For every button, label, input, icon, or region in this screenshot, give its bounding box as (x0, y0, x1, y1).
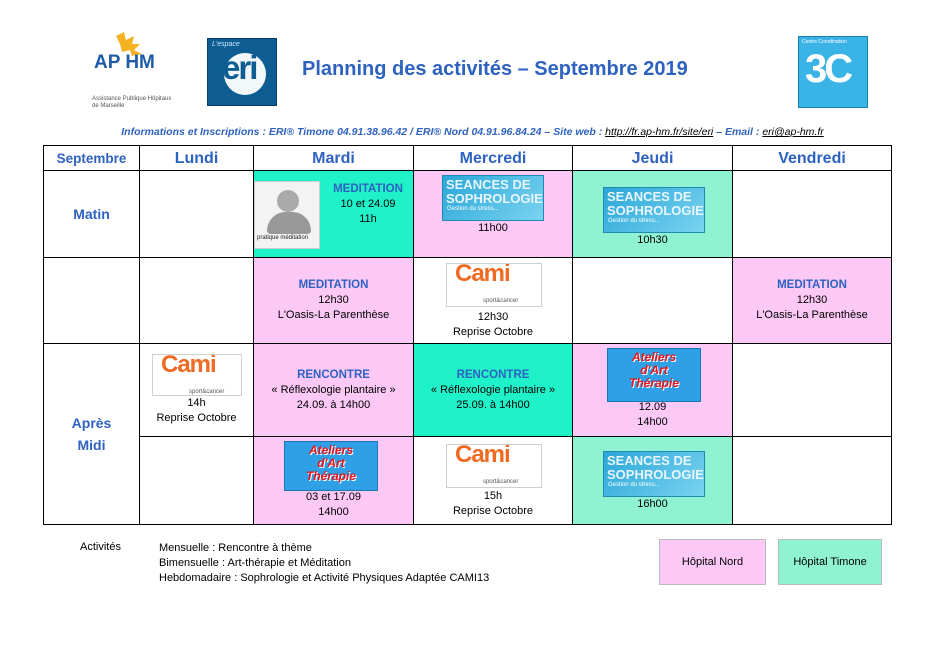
3c-logo-text: 3C (805, 47, 851, 91)
cell-mardi-am (253, 343, 414, 437)
sophrologie-sub: Gestion du stress... (608, 218, 660, 224)
aphm-logo-text: AP HM (94, 52, 155, 73)
activity-date: 10 et 24.09 (340, 198, 396, 210)
sophrologie-sub: Gestion du stress... (608, 482, 660, 488)
cami-logo-sub: sport&cancer (483, 479, 519, 485)
cell-mardi-am2 (253, 436, 414, 525)
page-title: Planning des activités – Septembre 2019 (302, 58, 688, 80)
row-label-apres-midi (43, 343, 140, 525)
row-label-midi (43, 257, 140, 344)
aphm-logo (88, 30, 172, 110)
sophrologie-title-2: SOPHROLOGIE (446, 191, 543, 206)
cell-vendredi-am (732, 343, 892, 437)
activity-title: MEDITATION (333, 183, 403, 195)
activity-place: L'Oasis-La Parenthèse (277, 309, 390, 321)
cami-logo-text: Cami (455, 263, 510, 287)
cell-vendredi-matin (732, 170, 892, 258)
activity-time: 14h (187, 397, 206, 409)
row-label-matin: Matin (43, 170, 140, 258)
sophrologie-title-2: SOPHROLOGIE (607, 203, 704, 218)
cell-mardi-matin (253, 170, 414, 258)
legend-label: Activités (80, 541, 121, 553)
ateliers-image (284, 441, 378, 491)
activity-subject: « Réflexologie plantaire » (430, 384, 556, 396)
sophrologie-title-2: SOPHROLOGIE (607, 467, 704, 482)
legend-lines (159, 541, 489, 586)
header-lundi: Lundi (139, 145, 254, 171)
ateliers-title-1: Ateliers (308, 443, 354, 457)
header-vendredi: Vendredi (732, 145, 892, 171)
sophrologie-title-1: SEANCES DE (607, 189, 692, 204)
cami-image (446, 263, 542, 307)
activity-title: MEDITATION (777, 279, 847, 291)
cell-mercredi-am (413, 343, 573, 437)
activity-date: 25.09. à 14h00 (456, 399, 530, 411)
aphm-logo-subtitle: Assistance Publique Hôpitaux de Marseille (92, 96, 172, 109)
eri-logo-text: eri (222, 49, 257, 86)
legend-hopital-timone: Hôpital Timone (778, 539, 882, 585)
cami-logo-text: Cami (161, 354, 216, 378)
cell-mardi-midi (253, 257, 414, 344)
cell-jeudi-am2 (572, 436, 733, 525)
sophrologie-image (603, 451, 705, 497)
cell-mercredi-am2 (413, 436, 573, 525)
cami-logo-text: Cami (455, 444, 510, 468)
cell-jeudi-midi (572, 257, 733, 344)
3c-logo-top: Centre Coordination (802, 39, 847, 45)
meditation-image-caption: pratique méditation (257, 235, 309, 241)
cami-logo-sub: sport&cancer (483, 298, 519, 304)
cell-mercredi-matin (413, 170, 573, 258)
website-link[interactable]: http://fr.ap-hm.fr/site/eri (605, 126, 714, 138)
ateliers-title-2: d'Art (317, 456, 345, 470)
cell-lundi-midi (139, 257, 254, 344)
activity-time: 14h00 (318, 506, 349, 518)
activity-note: Reprise Octobre (452, 505, 534, 517)
cell-vendredi-midi (732, 257, 892, 344)
cell-mercredi-midi (413, 257, 573, 344)
legend-line-monthly: Mensuelle : Rencontre à thème (159, 542, 312, 554)
cell-lundi-am (139, 343, 254, 437)
cell-jeudi-am (572, 343, 733, 437)
activity-time: 11h (359, 213, 377, 225)
ateliers-title-1: Ateliers (631, 350, 677, 364)
activity-place: L'Oasis-La Parenthèse (756, 309, 868, 321)
header-jeudi: Jeudi (572, 145, 733, 171)
legend-hopital-nord: Hôpital Nord (659, 539, 766, 585)
legend-line-biweekly: Bimensuelle : Art-thérapie et Méditation (159, 557, 351, 569)
ateliers-title-3: Thérapie (628, 376, 679, 390)
header-mercredi: Mercredi (413, 145, 573, 171)
3c-logo (798, 36, 868, 108)
activity-title: MEDITATION (298, 279, 369, 291)
activity-time: 14h00 (637, 416, 668, 428)
activity-time: 12h30 (477, 311, 509, 323)
activity-time: 11h00 (478, 222, 508, 234)
eri-logo (207, 38, 277, 106)
ateliers-title-2: d'Art (640, 363, 668, 377)
activity-time: 12h30 (796, 294, 828, 306)
email-link[interactable]: eri@ap-hm.fr (762, 126, 824, 138)
activity-date: 24.09. à 14h00 (296, 399, 371, 411)
activity-title: RENCONTRE (456, 369, 530, 381)
cell-vendredi-am2 (732, 436, 892, 525)
cell-jeudi-matin (572, 170, 733, 258)
activity-date: 12.09 (638, 401, 667, 413)
schedule-table (43, 145, 892, 525)
activity-note: Reprise Octobre (452, 326, 534, 338)
eri-logo-top: L'espace (212, 41, 240, 48)
sophrologie-image (442, 175, 544, 221)
row-label-midi-word: Midi (77, 437, 106, 453)
sophrologie-sub: Gestion du stress... (447, 206, 499, 212)
activity-note: Reprise Octobre (156, 412, 237, 424)
activity-title: RENCONTRE (297, 369, 370, 381)
activity-time: 16h00 (637, 498, 668, 510)
header-mardi: Mardi (253, 145, 414, 171)
meditation-image (254, 181, 320, 249)
cami-logo-sub: sport&cancer (189, 389, 225, 395)
activity-date: 03 et 17.09 (305, 491, 362, 503)
activity-time: 12h30 (318, 294, 349, 306)
info-email-prefix: – Email : (713, 126, 763, 138)
activity-time: 15h (483, 490, 503, 502)
activity-subject: « Réflexologie plantaire » (271, 384, 396, 396)
sophrologie-image (603, 187, 705, 233)
activity-time: 10h30 (637, 234, 668, 246)
info-line (0, 126, 945, 138)
row-label-apres: Après (71, 415, 112, 431)
cell-lundi-matin (139, 170, 254, 258)
legend-line-weekly: Hebdomadaire : Sophrologie et Activité Physiques Adaptée CAMI13 (159, 572, 490, 584)
info-prefix: Informations et Inscriptions : ERI® Timone 04.91.38.96.42 / ERI® Nord 04.91.96.84.24 – Site web : (121, 126, 606, 138)
sophrologie-title-1: SEANCES DE (446, 177, 531, 192)
header-month: Septembre (43, 145, 140, 171)
cami-image (152, 354, 242, 396)
ateliers-title-3: Thérapie (305, 469, 356, 483)
sophrologie-title-1: SEANCES DE (607, 453, 692, 468)
cell-lundi-am2 (139, 436, 254, 525)
cami-image (446, 444, 542, 488)
meditation-head-shape (277, 190, 299, 212)
ateliers-image (607, 348, 701, 402)
